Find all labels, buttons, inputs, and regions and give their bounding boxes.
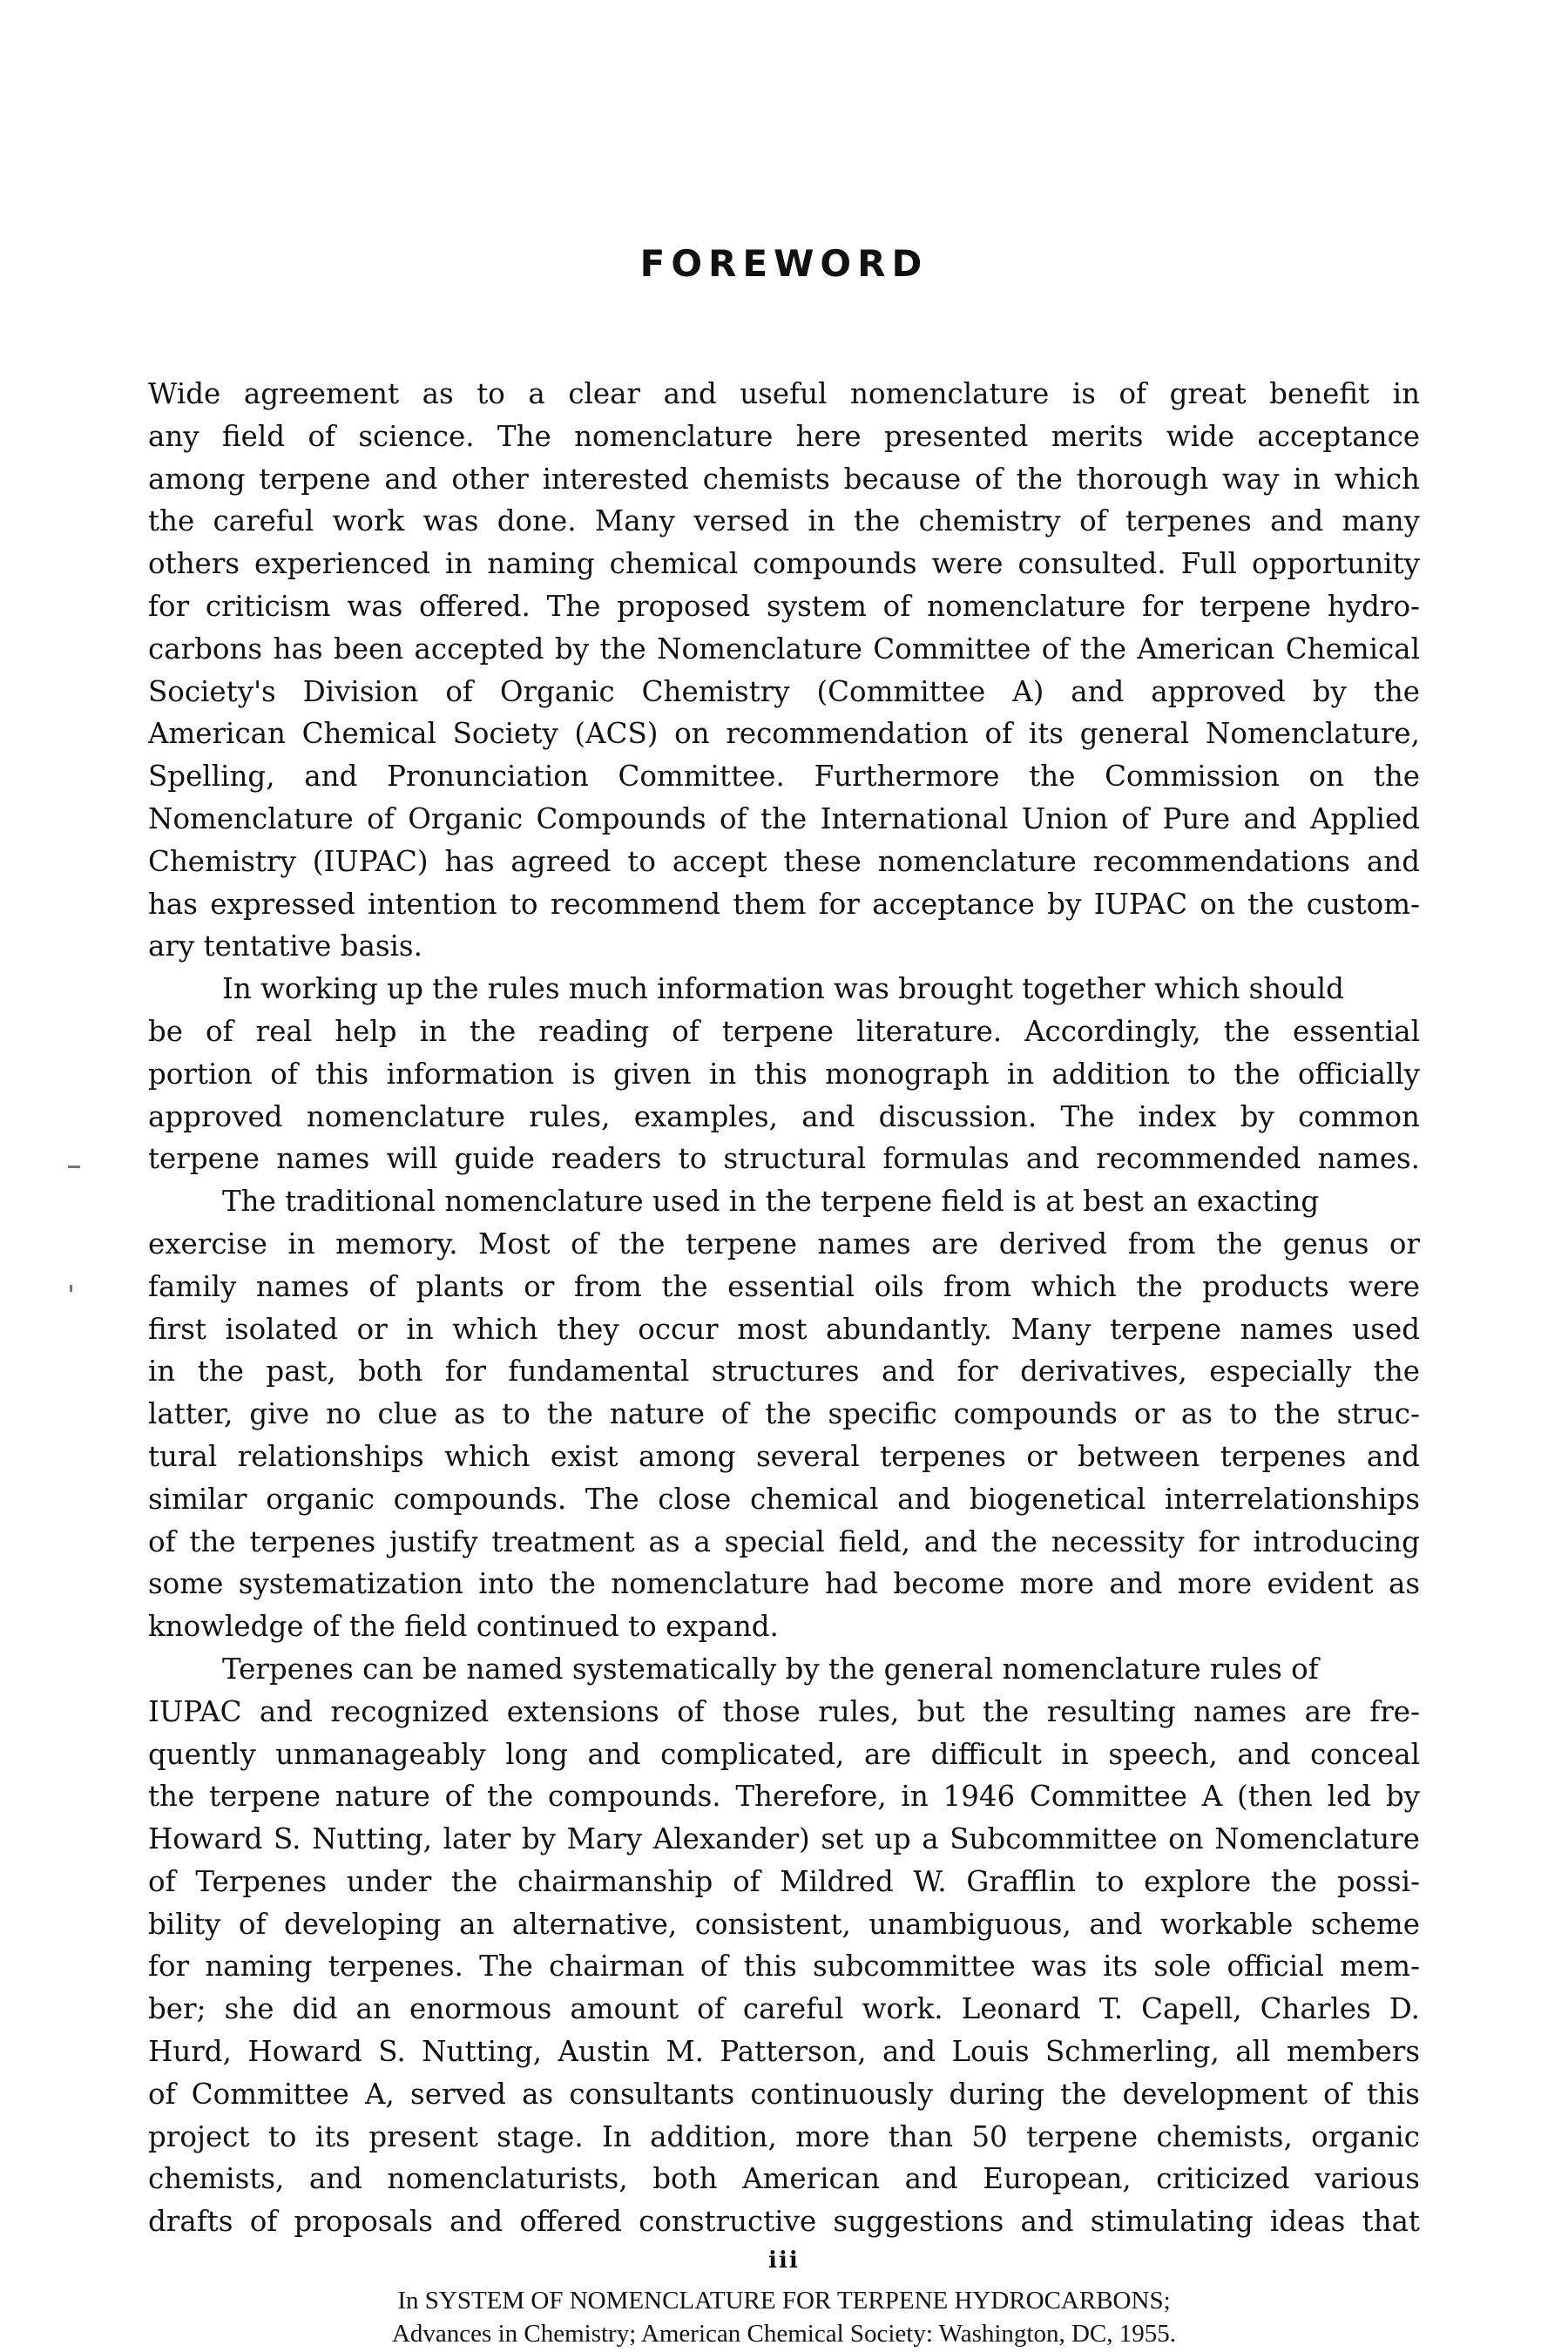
text-line: bility of developing an alternative, consistent, unambiguous, and workable scheme bbox=[148, 1907, 1420, 1941]
text-line: project to its present stage. In addition, more than 50 terpene chemists, organic bbox=[148, 2119, 1420, 2153]
text-line: chemists, and nomenclaturists, both American and European, criticized various bbox=[148, 2162, 1420, 2196]
page-title: FOREWORD bbox=[639, 242, 929, 285]
text-line: latter, give no clue as to the nature of the specific compounds or as to the struc- bbox=[148, 1397, 1420, 1431]
text-line: terpene names will guide readers to structural formulas and recommended names. bbox=[148, 1142, 1420, 1176]
text-line: of Terpenes under the chairmanship of Mildred W. Grafflin to explore the possi- bbox=[148, 1864, 1420, 1898]
text-line: in the past, both for fundamental structures and for derivatives, especially the bbox=[148, 1355, 1420, 1389]
text-line: Terpenes can be named systematically by the general nomenclature rules of bbox=[222, 1652, 1319, 1686]
text-line: among terpene and other interested chemists because of the thorough way in which bbox=[148, 462, 1420, 496]
text-line: In working up the rules much information was brought together which should bbox=[222, 972, 1344, 1006]
text-line: knowledge of the field continued to expand. bbox=[148, 1610, 779, 1644]
text-line: American Chemical Society (ACS) on recommendation of its general Nomenclature, bbox=[148, 717, 1420, 751]
text-line: Wide agreement as to a clear and useful nomenclature is of great benefit in bbox=[148, 377, 1420, 410]
text-line: for criticism was offered. The proposed system of nomenclature for terpene hydro- bbox=[148, 589, 1420, 623]
text-line: others experienced in naming chemical compounds were consulted. Full opportunity bbox=[148, 547, 1420, 581]
text-line: ary tentative basis. bbox=[148, 929, 422, 963]
text-line: portion of this information is given in this monograph in addition to the officially bbox=[148, 1057, 1420, 1091]
text-line: of Committee A, served as consultants continuously during the development of this bbox=[148, 2077, 1420, 2111]
text-line: Spelling, and Pronunciation Committee. Furthermore the Commission on the bbox=[148, 760, 1420, 794]
text-line: exercise in memory. Most of the terpene names are derived from the genus or bbox=[148, 1227, 1420, 1260]
text-line: Chemistry (IUPAC) has agreed to accept these nomenclature recommendations and bbox=[148, 844, 1420, 878]
text-line: the careful work was done. Many versed in the chemistry of terpenes and many bbox=[148, 504, 1420, 538]
text-line: The traditional nomenclature used in the terpene field is at best an exacting bbox=[222, 1185, 1320, 1219]
text-line: has expressed intention to recommend them for acceptance by IUPAC on the custom- bbox=[148, 887, 1420, 921]
page-number: iii bbox=[768, 2247, 800, 2274]
text-line: Nomenclature of Organic Compounds of the International Union of Pure and Applied bbox=[148, 801, 1420, 835]
text-line: Howard S. Nutting, later by Mary Alexander) set up a Subcommittee on Nomenclature bbox=[148, 1822, 1420, 1856]
text-line: tural relationships which exist among several terpenes or between terpenes and bbox=[148, 1439, 1420, 1473]
text-line: be of real help in the reading of terpene literature. Accordingly, the essential bbox=[148, 1014, 1420, 1048]
text-line: for naming terpenes. The chairman of this subcommittee was its sole official mem- bbox=[148, 1950, 1420, 1984]
text-line: some systematization into the nomenclature had become more and more evident as bbox=[148, 1567, 1420, 1601]
text-line: IUPAC and recognized extensions of those rules, but the resulting names are fre- bbox=[148, 1694, 1420, 1728]
text-line: ber; she did an enormous amount of careful work. Leonard T. Capell, Charles D. bbox=[148, 1992, 1420, 2026]
text-line: drafts of proposals and offered constructive suggestions and stimulating ideas that bbox=[148, 2205, 1420, 2239]
citation-footer bbox=[0, 2284, 1568, 2350]
text-line: family names of plants or from the essential oils from which the products were bbox=[148, 1269, 1420, 1303]
scan-margin-mark bbox=[68, 1166, 80, 1168]
citation-line: In SYSTEM OF NOMENCLATURE FOR TERPENE HYDROCARBONS; bbox=[397, 2287, 1171, 2315]
citation-line: Advances in Chemistry; American Chemical Society: Washington, DC, 1955. bbox=[391, 2320, 1177, 2348]
text-line: the terpene nature of the compounds. Therefore, in 1946 Committee A (then led by bbox=[148, 1780, 1420, 1814]
text-line: approved nomenclature rules, examples, and discussion. The index by common bbox=[148, 1099, 1420, 1133]
foreword-body bbox=[148, 373, 1420, 2243]
text-line: carbons has been accepted by the Nomenclature Committee of the American Chemical bbox=[148, 632, 1420, 666]
text-line: of the terpenes justify treatment as a special field, and the necessity for introducing bbox=[148, 1524, 1420, 1558]
text-line: first isolated or in which they occur most abundantly. Many terpene names used bbox=[148, 1312, 1420, 1346]
text-line: any field of science. The nomenclature here presented merits wide acceptance bbox=[148, 419, 1420, 453]
scan-margin-mark bbox=[70, 1285, 72, 1292]
text-line: similar organic compounds. The close chemical and biogenetical interrelationships bbox=[148, 1482, 1420, 1516]
text-line: Hurd, Howard S. Nutting, Austin M. Patterson, and Louis Schmerling, all members bbox=[148, 2035, 1420, 2069]
text-line: Society's Division of Organic Chemistry (Committee A) and approved by the bbox=[148, 674, 1420, 708]
text-line: quently unmanageably long and complicated, are difficult in speech, and conceal bbox=[148, 1737, 1420, 1771]
